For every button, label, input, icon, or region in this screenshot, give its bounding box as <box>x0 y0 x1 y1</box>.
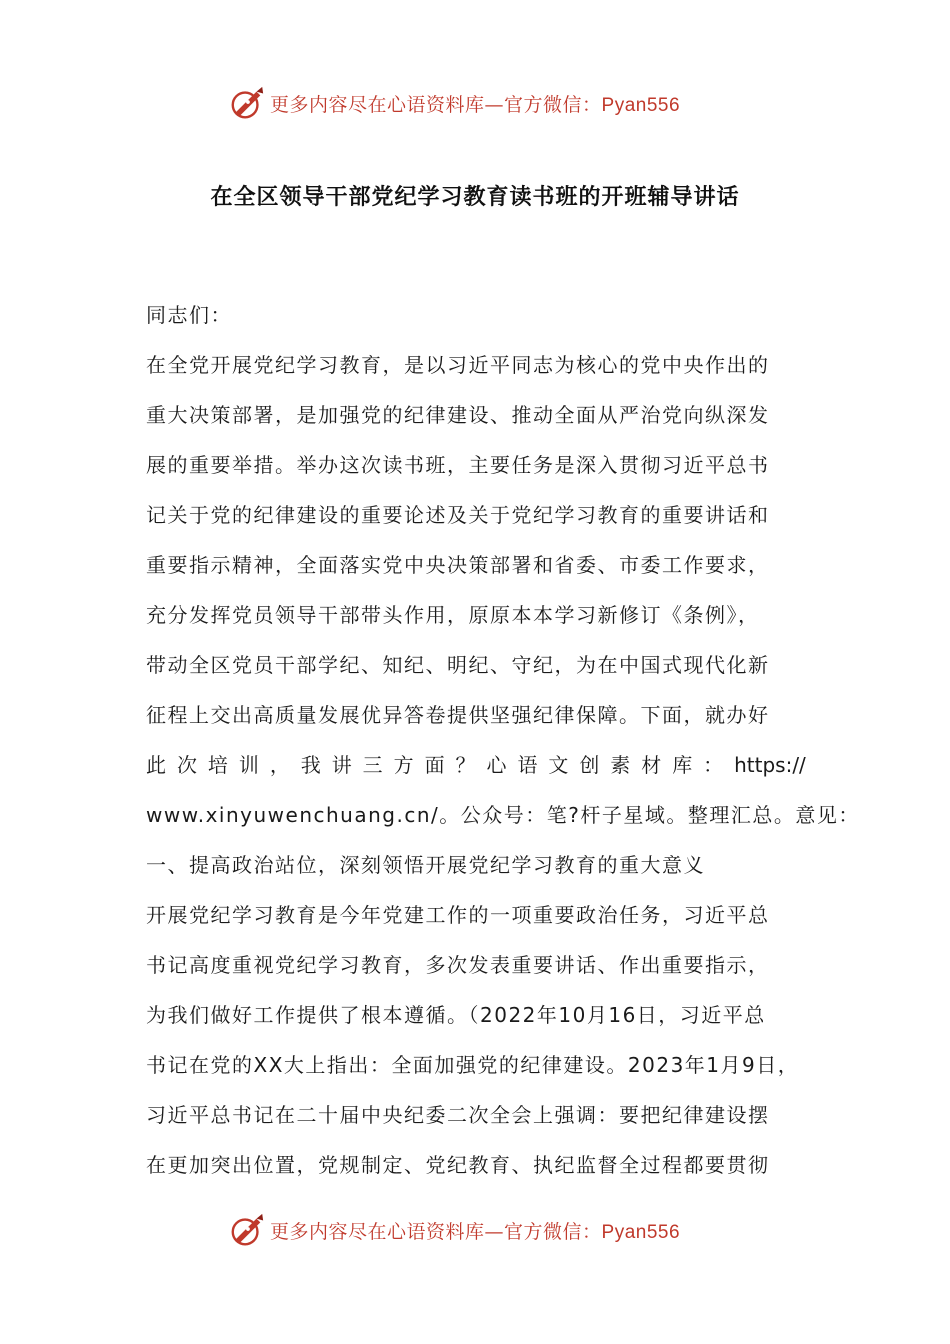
justified-char: 语 <box>517 753 538 777</box>
justified-char: 库 <box>672 753 693 777</box>
justified-char: 素 <box>610 753 631 777</box>
paragraph-line: 重大决策部署，是加强党的纪律建设、推动全面从严治党向纵深发 <box>146 403 770 427</box>
paragraph-line: 习近平总书记在二十届中央纪委二次全会上强调：要把纪律建设摆 <box>146 1103 770 1127</box>
paragraph-line: 征程上交出高质量发展优异答卷提供坚强纪律保障。下面，就办好 <box>146 703 770 727</box>
pen-nib-logo-icon <box>228 1211 266 1249</box>
justified-char: 文 <box>548 753 569 777</box>
document-title: 在全区领导干部党纪学习教育读书班的开班辅导讲话 <box>210 185 740 210</box>
justified-char: https:// <box>734 753 806 777</box>
justified-char: 训 <box>238 753 259 777</box>
justified-char: 材 <box>641 753 662 777</box>
justified-char: ， <box>269 753 290 777</box>
justified-char: 创 <box>579 753 600 777</box>
justified-char: 方 <box>393 753 414 777</box>
justified-char: 此 <box>146 753 166 777</box>
paragraph-line: 在全党开展党纪学习教育，是以习近平同志为核心的党中央作出的 <box>146 353 770 377</box>
paragraph-line: 记关于党的纪律建设的重要论述及关于党纪学习教育的重要讲话和 <box>146 503 770 527</box>
header-banner-text: 更多内容尽在心语资料库—官方微信：Pyan556 <box>270 93 681 116</box>
justified-char: 心 <box>486 753 507 777</box>
paragraph-line: www.xinyuwenchuang.cn/。公众号：笔?杆子星域。整理汇总。意见： <box>146 803 860 827</box>
paragraph-line: 带动全区党员干部学纪、知纪、明纪、守纪，为在中国式现代化新 <box>146 653 770 677</box>
paragraph-line: 为我们做好工作提供了根本遵循。（2022年10月16日，习近平总 <box>146 1003 766 1027</box>
paragraph-line: 书记在党的XX大上指出：全面加强党的纪律建设。2023年1月9日， <box>146 1053 800 1077</box>
justified-char: 培 <box>207 753 228 777</box>
footer-banner-text: 更多内容尽在心语资料库—官方微信：Pyan556 <box>270 1220 681 1243</box>
justified-char: 三 <box>362 753 383 777</box>
paragraph-line: 重要指示精神，全面落实党中央决策部署和省委、市委工作要求， <box>146 553 770 577</box>
document-body <box>146 290 860 1190</box>
paragraph-line: 展的重要举措。举办这次读书班，主要任务是深入贯彻习近平总书 <box>146 453 770 477</box>
justified-char: ？ <box>455 753 476 777</box>
justified-char: 讲 <box>331 753 352 777</box>
paragraph-line: 充分发挥党员领导干部带头作用，原原本本学习新修订《条例》， <box>146 603 760 627</box>
footer-banner <box>228 1210 680 1250</box>
justified-char: 次 <box>176 753 197 777</box>
section-heading: 一、提高政治站位，深刻领悟开展党纪学习教育的重大意义 <box>146 853 705 877</box>
salutation: 同志们： <box>146 303 232 327</box>
paragraph-line: 在更加突出位置，党规制定、党纪教育、执纪监督全过程都要贯彻 <box>146 1153 770 1177</box>
justified-char: 面 <box>424 753 445 777</box>
header-banner <box>228 83 680 123</box>
pen-nib-logo-icon <box>228 84 266 122</box>
paragraph-line-justified <box>146 740 806 790</box>
paragraph-line: 书记高度重视党纪学习教育，多次发表重要讲话、作出重要指示， <box>146 953 770 977</box>
paragraph-line: 开展党纪学习教育是今年党建工作的一项重要政治任务，习近平总 <box>146 903 770 927</box>
justified-char: ： <box>703 753 724 777</box>
justified-char: 我 <box>300 753 321 777</box>
